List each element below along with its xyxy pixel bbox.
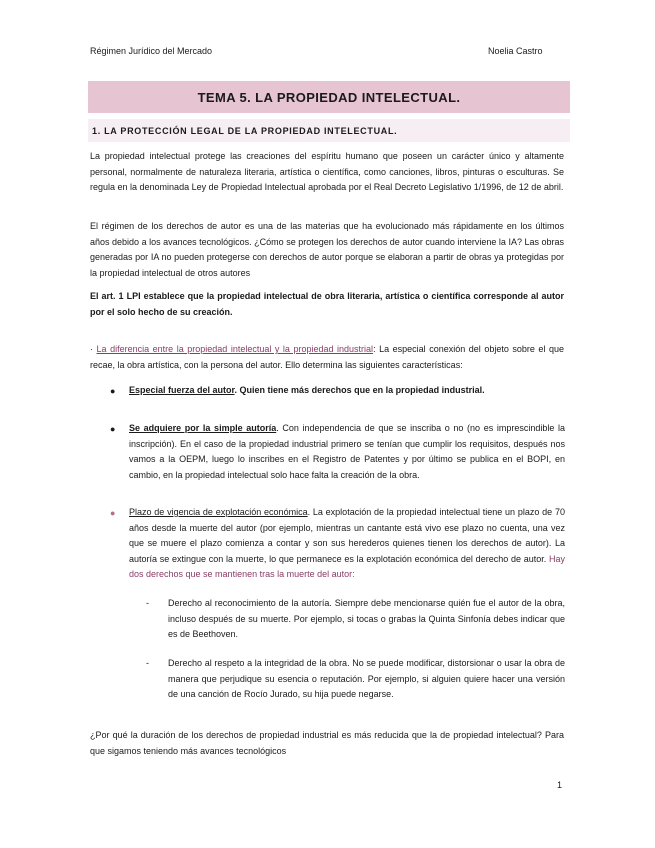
- difference-text: : La especial conexión del objeto sobre el que recae, la obra artística, con la persona del autor. Ello determina las siguientes características:: [90, 344, 564, 370]
- paragraph-evolution: El régimen de los derechos de autor es una de las materias que ha evolucionado más rápidamente en los últimos años debido a los avances tecnológicos. ¿Cómo se protegen los derechos de autor cuando interviene la IA? Las obras generadas por IA no pueden protegerse con derechos de autor porque se elaboran a partir de obras ya protegidas por la propiedad intelectual de otros autores: [90, 221, 564, 278]
- sub-item-integrity: Derecho al respeto a la integridad de la obra. No se puede modificar, distorsionar o usar la obra de manera que perjudique su esencia o reputación. Por ejemplo, si alguien quiere hacer una versión de una canción de Rocío Jurado, su hija puede negarse.: [168, 658, 565, 700]
- header-author: Noelia Castro: [488, 46, 543, 56]
- bullet-title: Plazo de vigencia de explotación económica: [129, 507, 308, 517]
- bullet-marker: ●: [110, 508, 116, 518]
- header-course-title: Régimen Jurídico del Mercado: [90, 46, 213, 56]
- paragraph-closing-question: ¿Por qué la duración de los derechos de propiedad industrial es más reducida que la de propiedad intelectual? Para que sigamos teniendo más avances tecnológicos: [90, 730, 564, 756]
- bullet-title: Especial fuerza del autor: [129, 385, 235, 395]
- bullet-title: Se adquiere por la simple autoría: [129, 423, 277, 433]
- paragraph-prefix: ·: [90, 344, 97, 354]
- bullet-text: . Con independencia de que se inscriba o no (no es imprescindible la inscripción). En el caso de la propiedad industrial primero se tenían que cumplir los requisitos, después nos vamos a la OEPM, luego lo inscribes en el Registro de Patentes y por último se publica en el BOPI, en cambio, en la propiedad intelectual solo hace falta la creación de la obra.: [129, 423, 565, 480]
- section-banner: [88, 119, 570, 142]
- sub-item-recognition: Derecho al reconocimiento de la autoría. Siempre debe mencionarse quién fue el autor de la obra, incluso después de su muerte. Por ejemplo, si tocas o grabas la Quinta Sinfonía debes indicar que es de Beethoven.: [168, 598, 565, 640]
- bullet-text: . Quien tiene más derechos que en la propiedad industrial.: [234, 385, 485, 395]
- bullet-highlight: Hay dos derechos que se mantienen tras la muerte del autor:: [129, 553, 565, 580]
- dash-marker: -: [146, 658, 149, 668]
- paragraph-difference: [90, 342, 564, 373]
- bullet-item-term: [129, 505, 565, 583]
- paragraph-art1: El art. 1 LPI establece que la propiedad intelectual de obra literaria, artística o científica corresponde al autor por el solo hecho de su creación.: [90, 291, 564, 317]
- bullet-text: . La explotación de la propiedad intelectual tiene un plazo de 70 años desde la muerte del autor (por ejemplo, mientras un cantante está vivo ese plazo no cuenta, una vez que se muere el plazo comienza a contar y son sus herederos quienes tienen los derechos de autor). La autoría se extingue con la muerte, lo que permanece es la explotación económica del derecho de autor.: [129, 507, 565, 564]
- bullet-marker: ●: [110, 386, 116, 396]
- page-title: TEMA 5. LA PROPIEDAD INTELECTUAL.: [197, 89, 461, 105]
- bullet-item-authorship: [129, 421, 565, 483]
- dash-marker: -: [146, 598, 149, 608]
- section-heading: 1. LA PROTECCIÓN LEGAL DE LA PROPIEDAD INTELECTUAL.: [92, 125, 398, 136]
- title-banner: [88, 81, 570, 113]
- difference-link[interactable]: La diferencia entre la propiedad intelectual y la propiedad industrial: [96, 344, 374, 354]
- bullet-item-author-strength: [129, 383, 565, 399]
- bullet-marker: ●: [110, 424, 116, 434]
- page-number: 1: [557, 780, 563, 790]
- paragraph-intro: La propiedad intelectual protege las creaciones del espíritu humano que poseen un carácter único y altamente personal, normalmente de naturaleza literaria, artística o científica, como canciones, libros, pinturas o esculturas. Se regula en la denominada Ley de Propiedad Intelectual aprobada por el Real Decreto Legislativo 1/1996, de 12 de abril.: [90, 151, 564, 193]
